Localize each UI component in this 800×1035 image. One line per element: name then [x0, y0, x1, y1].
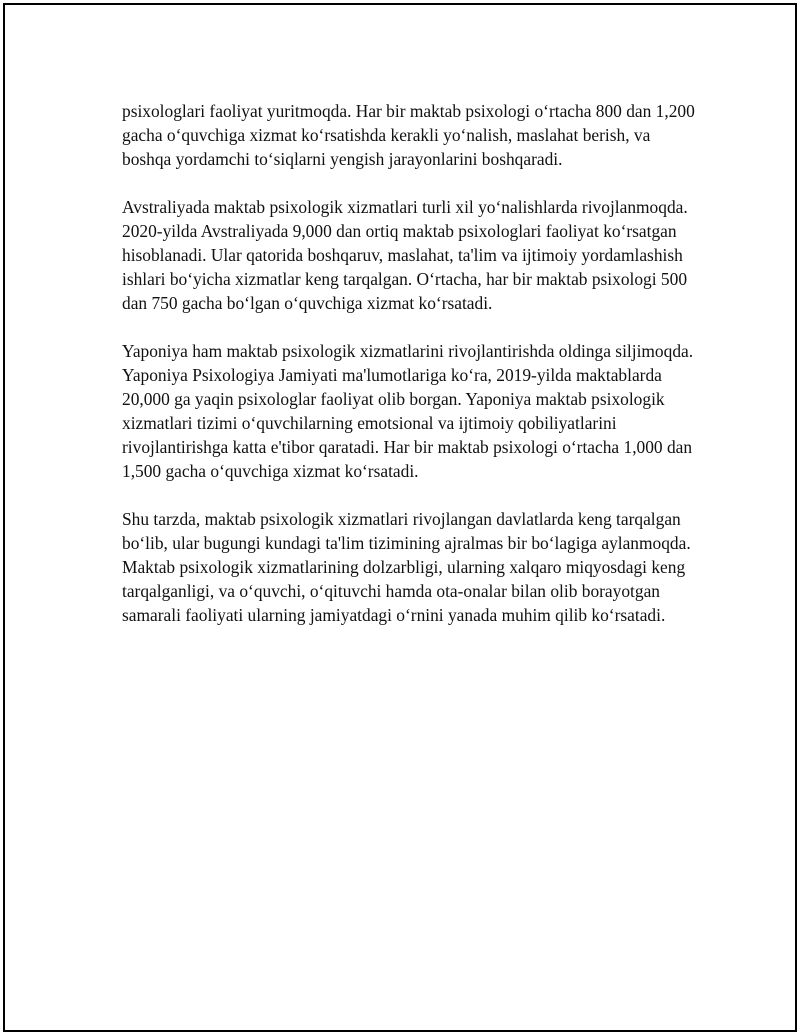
- paragraph-2: Avstraliyada maktab psixologik xizmatlari turli xil yo‘nalishlarda rivojlanmoqda. 2020-yilda Avstraliyada 9,000 dan ortiq maktab psixologlari faoliyat ko‘rsatgan hisoblanadi. Ular qatorida boshqaruv, maslahat, ta'lim va ijtimoiy yordamlashish ishlari bo‘yicha xizmatlar keng tarqalgan. O‘rtacha, har bir maktab psixologi 500 dan 750 gacha bo‘lgan o‘quvchiga xizmat ko‘rsatadi.: [122, 197, 688, 313]
- paragraph-1: psixologlari faoliyat yuritmoqda. Har bir maktab psixologi o‘rtacha 800 dan 1,200 gacha o‘quvchiga xizmat ko‘rsatishda kerakli yo‘nalish, maslahat berish, va boshqa yordamchi to‘siqlarni yengish jarayonlarini boshqaradi.: [122, 101, 695, 169]
- paragraph-3: Yaponiya ham maktab psixologik xizmatlarini rivojlantirishda oldinga siljimoqda. Yaponiya Psixologiya Jamiyati ma'lumotlariga ko‘ra, 2019-yilda maktablarda 20,000 ga yaqin psixologlar faoliyat olib borgan. Yaponiya maktab psixologik xizmatlari tizimi o‘quvchilarning emotsional va ijtimoiy qobiliyatlarini rivojlantirishga katta e'tibor qaratadi. Har bir maktab psixologi o‘rtacha 1,000 dan 1,500 gacha o‘quvchiga xizmat ko‘rsatadi.: [122, 341, 694, 481]
- paragraph-4: Shu tarzda, maktab psixologik xizmatlari rivojlangan davlatlarda keng tarqalgan bo‘lib, ular bugungi kundagi ta'lim tizimining ajralmas bir bo‘lagiga aylanmoqda. Maktab psixologik xizmatlarining dolzarbligi, ularning xalqaro miqyosdagi keng tarqalganligi, va o‘quvchi, o‘qituvchi hamda ota-onalar bilan olib borayotgan samarali faoliyati ularning jamiyatdagi o‘rnini yanada muhim qilib ko‘rsatadi.: [122, 509, 691, 625]
- page-frame: [3, 3, 797, 1032]
- document-body: [122, 99, 702, 651]
